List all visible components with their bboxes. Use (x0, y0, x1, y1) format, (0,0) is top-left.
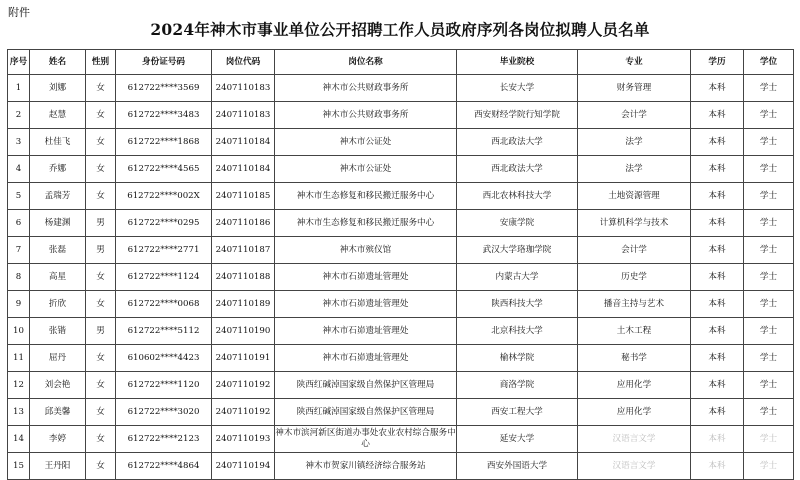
cell-school: 西安财经学院行知学院 (457, 102, 578, 129)
cell-school: 安康学院 (457, 210, 578, 237)
cell-gender: 男 (86, 237, 116, 264)
cell-name: 赵慧 (30, 102, 86, 129)
cell-name: 杨建渊 (30, 210, 86, 237)
cell-id-number: 612722****002X (116, 183, 212, 210)
cell-gender: 女 (86, 183, 116, 210)
cell-name: 刘娜 (30, 75, 86, 102)
cell-post-name: 神木市生态修复和移民搬迁服务中心 (275, 210, 457, 237)
cell-major: 汉语言文学 (578, 453, 691, 480)
cell-major: 汉语言文学 (578, 426, 691, 453)
attachment-label: 附件 (8, 6, 30, 19)
cell-index: 4 (8, 156, 30, 183)
cell-name: 孟瑞芳 (30, 183, 86, 210)
cell-school: 西安工程大学 (457, 399, 578, 426)
cell-name: 邱美馨 (30, 399, 86, 426)
cell-index: 12 (8, 372, 30, 399)
cell-index: 8 (8, 264, 30, 291)
col-header-name: 姓名 (30, 50, 86, 75)
cell-gender: 女 (86, 426, 116, 453)
cell-post-name: 神木市公共财政事务所 (275, 75, 457, 102)
cell-name: 王丹阳 (30, 453, 86, 480)
cell-id-number: 612722****5112 (116, 318, 212, 345)
cell-education: 本科 (691, 129, 744, 156)
col-header-education: 学历 (691, 50, 744, 75)
table-row (8, 426, 794, 453)
cell-gender: 男 (86, 318, 116, 345)
cell-education: 本科 (691, 291, 744, 318)
cell-post-code: 2407110191 (212, 345, 275, 372)
cell-id-number: 612722****3569 (116, 75, 212, 102)
cell-major: 法学 (578, 156, 691, 183)
cell-school: 内蒙古大学 (457, 264, 578, 291)
table-row (8, 210, 794, 237)
cell-education: 本科 (691, 183, 744, 210)
cell-degree: 学士 (744, 291, 794, 318)
cell-id-number: 612722****3483 (116, 102, 212, 129)
cell-name: 张锴 (30, 318, 86, 345)
col-header-major: 专业 (578, 50, 691, 75)
cell-post-code: 2407110184 (212, 156, 275, 183)
cell-post-code: 2407110194 (212, 453, 275, 480)
cell-id-number: 612722****4864 (116, 453, 212, 480)
cell-gender: 女 (86, 345, 116, 372)
cell-school: 北京科技大学 (457, 318, 578, 345)
cell-degree: 学士 (744, 210, 794, 237)
cell-post-code: 2407110190 (212, 318, 275, 345)
cell-id-number: 612722****3020 (116, 399, 212, 426)
cell-post-name: 神木市公证处 (275, 156, 457, 183)
cell-degree: 学士 (744, 129, 794, 156)
cell-name: 屈丹 (30, 345, 86, 372)
cell-major: 计算机科学与技术 (578, 210, 691, 237)
col-header-post-name: 岗位名称 (275, 50, 457, 75)
cell-post-code: 2407110192 (212, 399, 275, 426)
table-row (8, 237, 794, 264)
cell-major: 会计学 (578, 237, 691, 264)
col-header-degree: 学位 (744, 50, 794, 75)
cell-school: 武汉大学珞珈学院 (457, 237, 578, 264)
cell-id-number: 612722****0068 (116, 291, 212, 318)
cell-education: 本科 (691, 453, 744, 480)
cell-major: 历史学 (578, 264, 691, 291)
table-row (8, 183, 794, 210)
cell-degree: 学士 (744, 264, 794, 291)
cell-index: 10 (8, 318, 30, 345)
cell-index: 5 (8, 183, 30, 210)
cell-major: 会计学 (578, 102, 691, 129)
cell-index: 2 (8, 102, 30, 129)
cell-education: 本科 (691, 264, 744, 291)
cell-post-code: 2407110187 (212, 237, 275, 264)
cell-name: 高星 (30, 264, 86, 291)
cell-post-name: 神木市贺家川镇经济综合服务站 (275, 453, 457, 480)
cell-school: 商洛学院 (457, 372, 578, 399)
cell-index: 9 (8, 291, 30, 318)
table-row (8, 264, 794, 291)
table-row (8, 318, 794, 345)
cell-gender: 女 (86, 102, 116, 129)
cell-post-name: 陕西红碱淖国家级自然保护区管理局 (275, 372, 457, 399)
table-row (8, 156, 794, 183)
cell-school: 延安大学 (457, 426, 578, 453)
cell-id-number: 610602****4423 (116, 345, 212, 372)
cell-post-name: 神木市滨河新区街道办事处农业农村综合服务中心 (275, 426, 457, 453)
cell-education: 本科 (691, 399, 744, 426)
cell-degree: 学士 (744, 318, 794, 345)
col-header-id-number: 身份证号码 (116, 50, 212, 75)
cell-post-name: 神木市石峁遗址管理处 (275, 345, 457, 372)
cell-major: 应用化学 (578, 372, 691, 399)
cell-name: 杜佳飞 (30, 129, 86, 156)
table-row (8, 399, 794, 426)
table-row (8, 75, 794, 102)
cell-major: 财务管理 (578, 75, 691, 102)
cell-post-name: 神木市生态修复和移民搬迁服务中心 (275, 183, 457, 210)
cell-index: 7 (8, 237, 30, 264)
table-row (8, 372, 794, 399)
col-header-school: 毕业院校 (457, 50, 578, 75)
cell-major: 法学 (578, 129, 691, 156)
cell-name: 刘会艳 (30, 372, 86, 399)
cell-post-code: 2407110193 (212, 426, 275, 453)
cell-degree: 学士 (744, 426, 794, 453)
cell-post-name: 神木市公共财政事务所 (275, 102, 457, 129)
cell-post-code: 2407110185 (212, 183, 275, 210)
cell-id-number: 612722****1120 (116, 372, 212, 399)
cell-degree: 学士 (744, 345, 794, 372)
cell-index: 15 (8, 453, 30, 480)
cell-gender: 女 (86, 372, 116, 399)
cell-post-name: 神木市公证处 (275, 129, 457, 156)
cell-school: 西北农林科技大学 (457, 183, 578, 210)
cell-major: 播音主持与艺术 (578, 291, 691, 318)
cell-index: 11 (8, 345, 30, 372)
candidates-table (7, 49, 794, 480)
table-row (8, 291, 794, 318)
cell-school: 西安外国语大学 (457, 453, 578, 480)
cell-major: 秘书学 (578, 345, 691, 372)
cell-gender: 男 (86, 210, 116, 237)
cell-education: 本科 (691, 345, 744, 372)
cell-name: 张磊 (30, 237, 86, 264)
cell-id-number: 612722****0295 (116, 210, 212, 237)
cell-degree: 学士 (744, 453, 794, 480)
cell-degree: 学士 (744, 75, 794, 102)
cell-degree: 学士 (744, 237, 794, 264)
cell-post-code: 2407110183 (212, 75, 275, 102)
cell-name: 乔娜 (30, 156, 86, 183)
col-header-index: 序号 (8, 50, 30, 75)
cell-gender: 女 (86, 129, 116, 156)
cell-index: 14 (8, 426, 30, 453)
cell-post-name: 神木市石峁遗址管理处 (275, 318, 457, 345)
cell-major: 应用化学 (578, 399, 691, 426)
cell-gender: 女 (86, 156, 116, 183)
cell-education: 本科 (691, 210, 744, 237)
cell-education: 本科 (691, 237, 744, 264)
cell-id-number: 612722****4565 (116, 156, 212, 183)
cell-gender: 女 (86, 264, 116, 291)
cell-degree: 学士 (744, 183, 794, 210)
cell-post-code: 2407110189 (212, 291, 275, 318)
cell-post-name: 神木市石峁遗址管理处 (275, 291, 457, 318)
cell-gender: 女 (86, 291, 116, 318)
cell-degree: 学士 (744, 399, 794, 426)
page-title: 2024年神木市事业单位公开招聘工作人员政府序列各岗位拟聘人员名单 (150, 20, 650, 39)
cell-id-number: 612722****2771 (116, 237, 212, 264)
table-row (8, 345, 794, 372)
cell-index: 3 (8, 129, 30, 156)
cell-degree: 学士 (744, 102, 794, 129)
table-header-row (8, 50, 794, 75)
cell-education: 本科 (691, 426, 744, 453)
cell-school: 陕西科技大学 (457, 291, 578, 318)
cell-degree: 学士 (744, 156, 794, 183)
cell-gender: 女 (86, 453, 116, 480)
cell-education: 本科 (691, 318, 744, 345)
table-row (8, 102, 794, 129)
table-row (8, 129, 794, 156)
cell-school: 西北政法大学 (457, 129, 578, 156)
cell-school: 榆林学院 (457, 345, 578, 372)
cell-name: 折欣 (30, 291, 86, 318)
col-header-post-code: 岗位代码 (212, 50, 275, 75)
cell-index: 6 (8, 210, 30, 237)
cell-name: 李婷 (30, 426, 86, 453)
cell-id-number: 612722****2123 (116, 426, 212, 453)
cell-post-name: 神木市殡仪馆 (275, 237, 457, 264)
cell-post-code: 2407110183 (212, 102, 275, 129)
cell-post-code: 2407110188 (212, 264, 275, 291)
cell-degree: 学士 (744, 372, 794, 399)
cell-gender: 女 (86, 75, 116, 102)
cell-education: 本科 (691, 156, 744, 183)
cell-education: 本科 (691, 102, 744, 129)
cell-post-code: 2407110192 (212, 372, 275, 399)
cell-id-number: 612722****1124 (116, 264, 212, 291)
cell-gender: 女 (86, 399, 116, 426)
table-row (8, 453, 794, 480)
cell-school: 西北政法大学 (457, 156, 578, 183)
cell-major: 土木工程 (578, 318, 691, 345)
cell-school: 长安大学 (457, 75, 578, 102)
cell-index: 13 (8, 399, 30, 426)
cell-post-code: 2407110186 (212, 210, 275, 237)
cell-education: 本科 (691, 372, 744, 399)
cell-post-name: 神木市石峁遗址管理处 (275, 264, 457, 291)
cell-post-name: 陕西红碱淖国家级自然保护区管理局 (275, 399, 457, 426)
cell-index: 1 (8, 75, 30, 102)
cell-id-number: 612722****1868 (116, 129, 212, 156)
col-header-gender: 性别 (86, 50, 116, 75)
cell-education: 本科 (691, 75, 744, 102)
cell-post-code: 2407110184 (212, 129, 275, 156)
cell-major: 土地资源管理 (578, 183, 691, 210)
